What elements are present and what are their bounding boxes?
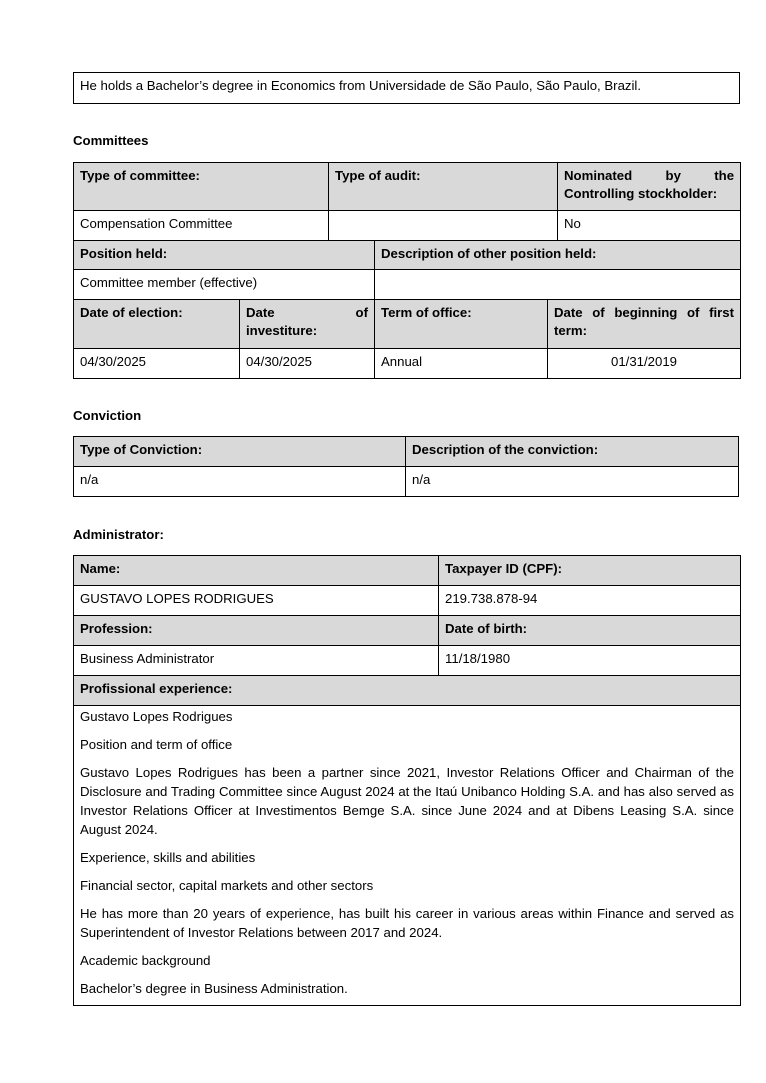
academic-heading: Academic background [80,953,211,968]
name-value: GUSTAVO LOPES RODRIGUES [74,586,439,616]
conviction-title: Conviction [73,408,142,423]
type-of-committee-label: Type of committee: [74,163,329,211]
profession-label: Profession: [74,616,439,646]
cpf-label: Taxpayer ID (CPF): [439,556,741,586]
audit-value [329,211,558,241]
date-election-value: 04/30/2025 [74,349,240,379]
conviction-table [73,436,739,497]
skills-heading: Experience, skills and abilities [80,850,256,865]
first-term-label-line1: Date of beginning of first [554,305,735,320]
experience-body [74,706,741,1006]
nominated-label [558,163,741,211]
first-term-label [548,300,741,349]
nominated-label-line2: Controlling stockholder: [564,186,718,202]
date-election-label: Date of election: [74,300,240,349]
term-label: Term of office: [375,300,548,349]
dob-label: Date of birth: [439,616,741,646]
first-term-value: 01/31/2019 [548,349,741,379]
date-investiture-label-line2: investiture: [246,323,318,339]
date-investiture-label-line1: Date of [246,305,368,320]
first-term-label-line2: term: [554,323,587,339]
nominated-label-line1: Nominated by the [564,168,735,183]
committees-table [73,162,741,379]
experience-label: Profissional experience: [74,676,741,706]
position-text: Gustavo Lopes Rodrigues has been a partner since 2021, Investor Relations Officer and Chairman of the Disclosure and Trading Committee since August 2024 at the Itaú Unibanco Holding S.A. and has also served as Investor Relations Officer at Investimentos Bemge S.A. since June 2024 and at Dibens Leasing S.A. since August 2024. [80,765,734,837]
education-table [73,72,740,104]
skills-sector: Financial sector, capital markets and other sectors [80,878,374,893]
position-heading: Position and term of office [80,737,233,752]
date-investiture-value: 04/30/2025 [240,349,375,379]
position-held-label: Position held: [74,241,375,270]
academic-text: Bachelor’s degree in Business Administration. [80,981,348,996]
conviction-description-label: Description of the conviction: [406,437,739,467]
dob-value: 11/18/1980 [439,646,741,676]
name-label: Name: [74,556,439,586]
education-text: He holds a Bachelor’s degree in Economics from Universidade de São Paulo, São Paulo, Brazil. [74,73,740,104]
administrator-table [73,555,741,1006]
other-position-value [375,270,741,300]
conviction-type-label: Type of Conviction: [74,437,406,467]
type-of-audit-label: Type of audit: [329,163,558,211]
cpf-value: 219.738.878-94 [439,586,741,616]
profession-value: Business Administrator [74,646,439,676]
other-position-label: Description of other position held: [375,241,741,270]
conviction-type-value: n/a [74,467,406,497]
experience-name: Gustavo Lopes Rodrigues [80,709,233,724]
administrator-title: Administrator: [73,527,164,542]
position-value: Committee member (effective) [74,270,375,300]
committee-value: Compensation Committee [74,211,329,241]
nominated-value: No [558,211,741,241]
skills-text: He has more than 20 years of experience, has built his career in various areas within Finance and served as Superintendent of Investor Relations between 2017 and 2024. [80,906,734,940]
term-value: Annual [375,349,548,379]
conviction-description-value: n/a [406,467,739,497]
committees-title: Committees [73,133,149,148]
date-investiture-label [240,300,375,349]
